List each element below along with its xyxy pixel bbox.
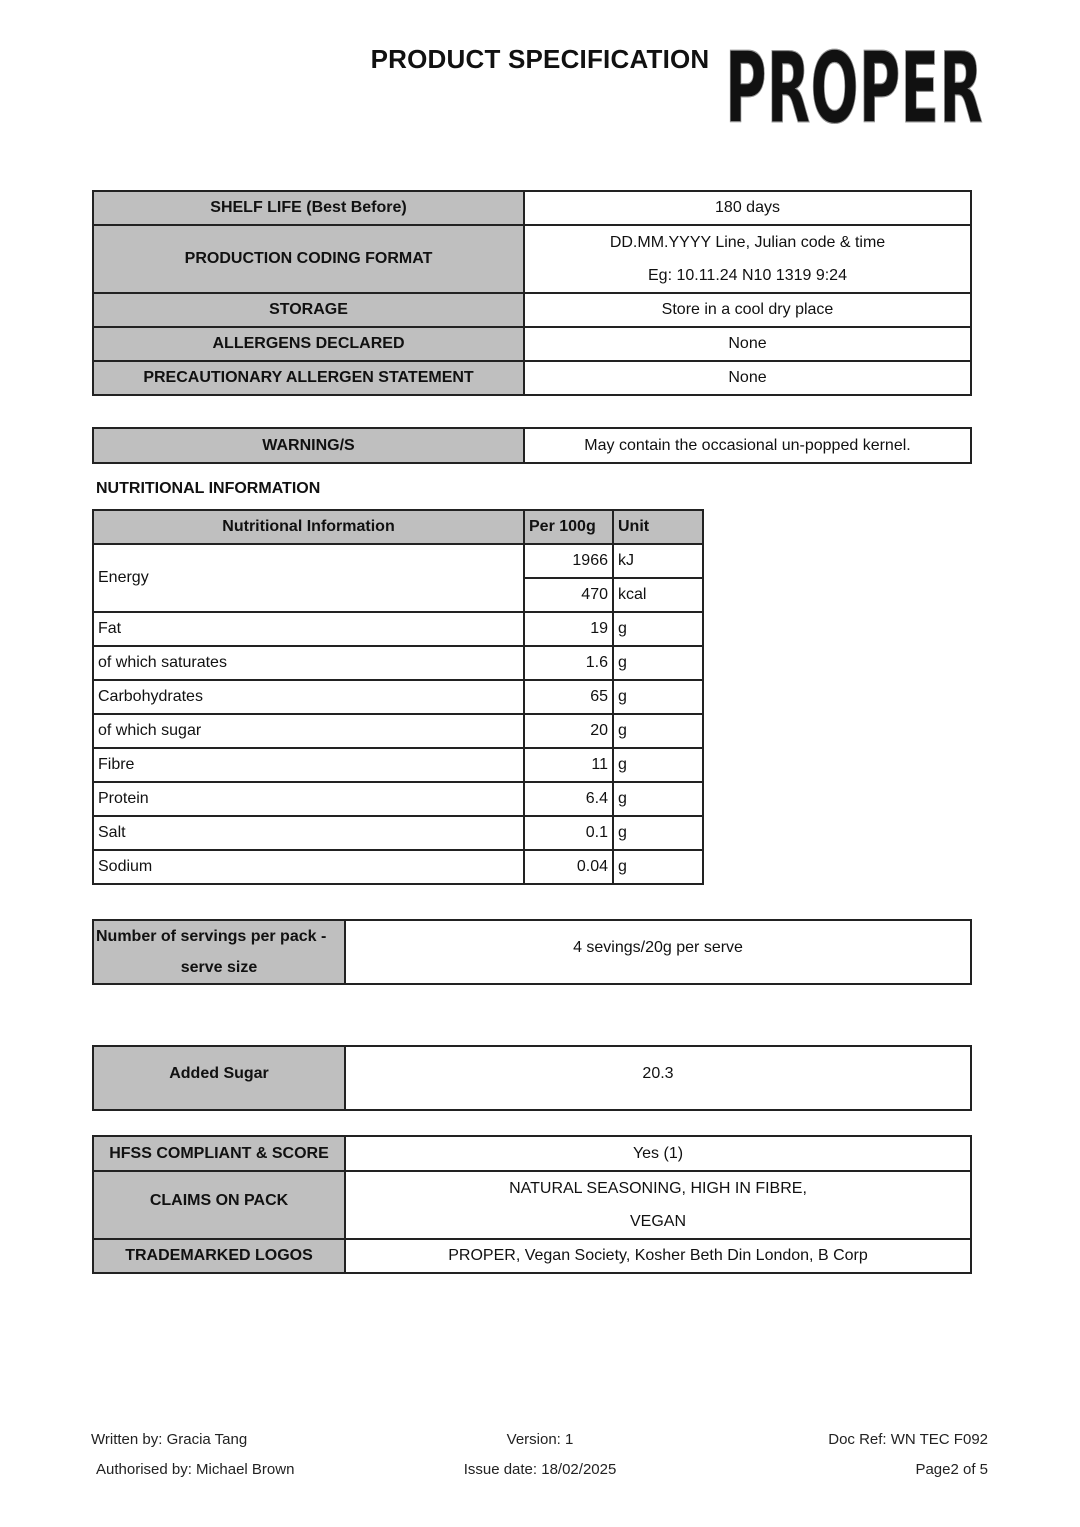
spec-row-storage [93,293,971,327]
table-row [93,680,703,714]
nutrient-unit: g [613,816,703,850]
nutrient-value: 470 [524,578,613,612]
servings-value: 4 sevings/20g per serve [345,920,971,984]
nutrient-value: 65 [524,680,613,714]
nutrient-unit: g [613,680,703,714]
nutrient-name: Fat [93,612,524,646]
servings-label-line-1: Number of servings per pack - [96,928,327,945]
nutrient-value: 0.1 [524,816,613,850]
warning-value: May contain the occasional un-popped kernel. [524,428,971,463]
compliance-row-logos [93,1239,971,1273]
page-title: PRODUCT SPECIFICATION [370,44,710,74]
nutrient-name: of which sugar [93,714,524,748]
hfss-label: HFSS COMPLIANT & SCORE [93,1136,345,1171]
footer-written-by: Written by: Gracia Tang [91,1431,248,1448]
trademarked-logos-label: TRADEMARKED LOGOS [93,1239,345,1273]
table-row [93,714,703,748]
nutrient-name: Carbohydrates [93,680,524,714]
svg-text:PROPER: PROPER [725,38,983,130]
warning-label: WARNING/S [93,428,524,463]
table-row [93,544,703,578]
nutrition-header-unit: Unit [613,510,703,544]
spec-table [92,190,972,396]
nutrient-value: 19 [524,612,613,646]
spec-row-shelf-life [93,191,971,225]
nutrient-unit: g [613,646,703,680]
nutrient-unit: g [613,850,703,884]
added-sugar-label: Added Sugar [93,1046,345,1110]
nutrient-value: 6.4 [524,782,613,816]
claims-value [345,1171,971,1239]
nutrient-name: Salt [93,816,524,850]
nutrient-name: Fibre [93,748,524,782]
precautionary-value: None [524,361,971,395]
shelf-life-label: SHELF LIFE (Best Before) [93,191,524,225]
svg-text:PROPER: PROPER [725,38,983,130]
added-sugar-table [92,1045,972,1111]
proper-logo [722,38,986,130]
servings-label-line-2: serve size [180,959,258,976]
nutrient-unit: g [613,782,703,816]
coding-format-value [524,225,971,293]
nutrient-name: Sodium [93,850,524,884]
coding-format-label: PRODUCTION CODING FORMAT [93,225,524,293]
spec-row-precautionary [93,361,971,395]
table-row [93,782,703,816]
hfss-value: Yes (1) [345,1136,971,1171]
footer-version: Version: 1 [506,1431,574,1448]
nutrient-value: 1.6 [524,646,613,680]
nutrition-header-row [93,510,703,544]
nutrient-name: Energy [93,544,524,612]
compliance-table [92,1135,972,1274]
spec-row-coding-format [93,225,971,293]
shelf-life-value: 180 days [524,191,971,225]
footer-authorised-by: Authorised by: Michael Brown [96,1461,295,1478]
nutrient-value: 11 [524,748,613,782]
servings-table [92,919,972,985]
compliance-row-hfss [93,1136,971,1171]
claims-line-2: VEGAN [629,1213,686,1230]
table-row [93,646,703,680]
servings-label [93,920,345,984]
warning-table [92,427,972,464]
allergens-value: None [524,327,971,361]
table-row [93,850,703,884]
footer-issue-date: Issue date: 18/02/2025 [463,1461,617,1478]
nutrient-name: of which saturates [93,646,524,680]
nutrient-unit: kcal [613,578,703,612]
claims-label: CLAIMS ON PACK [93,1171,345,1239]
nutrition-header-name: Nutritional Information [93,510,524,544]
nutrient-unit: g [613,714,703,748]
table-row [93,816,703,850]
allergens-label: ALLERGENS DECLARED [93,327,524,361]
precautionary-label: PRECAUTIONARY ALLERGEN STATEMENT [93,361,524,395]
spec-row-allergens [93,327,971,361]
added-sugar-value: 20.3 [345,1046,971,1110]
claims-line-1: NATURAL SEASONING, HIGH IN FIBRE, [509,1180,807,1197]
coding-format-line-1: DD.MM.YYYY Line, Julian code & time [609,234,886,251]
nutrient-unit: g [613,748,703,782]
nutrient-value: 20 [524,714,613,748]
footer-page-number: Page2 of 5 [915,1461,988,1478]
nutrient-value: 0.04 [524,850,613,884]
nutrient-value: 1966 [524,544,613,578]
nutrient-unit: g [613,612,703,646]
nutrient-name: Protein [93,782,524,816]
footer-doc-ref: Doc Ref: WN TEC F092 [828,1431,988,1448]
nutrition-table [92,509,704,885]
table-row [93,612,703,646]
storage-label: STORAGE [93,293,524,327]
storage-value: Store in a cool dry place [524,293,971,327]
nutrition-header-per100g: Per 100g [524,510,613,544]
coding-format-line-2: Eg: 10.11.24 N10 1319 9:24 [648,267,847,284]
trademarked-logos-value: PROPER, Vegan Society, Kosher Beth Din London, B Corp [345,1239,971,1273]
table-row [93,748,703,782]
compliance-row-claims [93,1171,971,1239]
nutrient-unit: kJ [613,544,703,578]
nutrition-section-title: NUTRITIONAL INFORMATION [96,480,321,497]
